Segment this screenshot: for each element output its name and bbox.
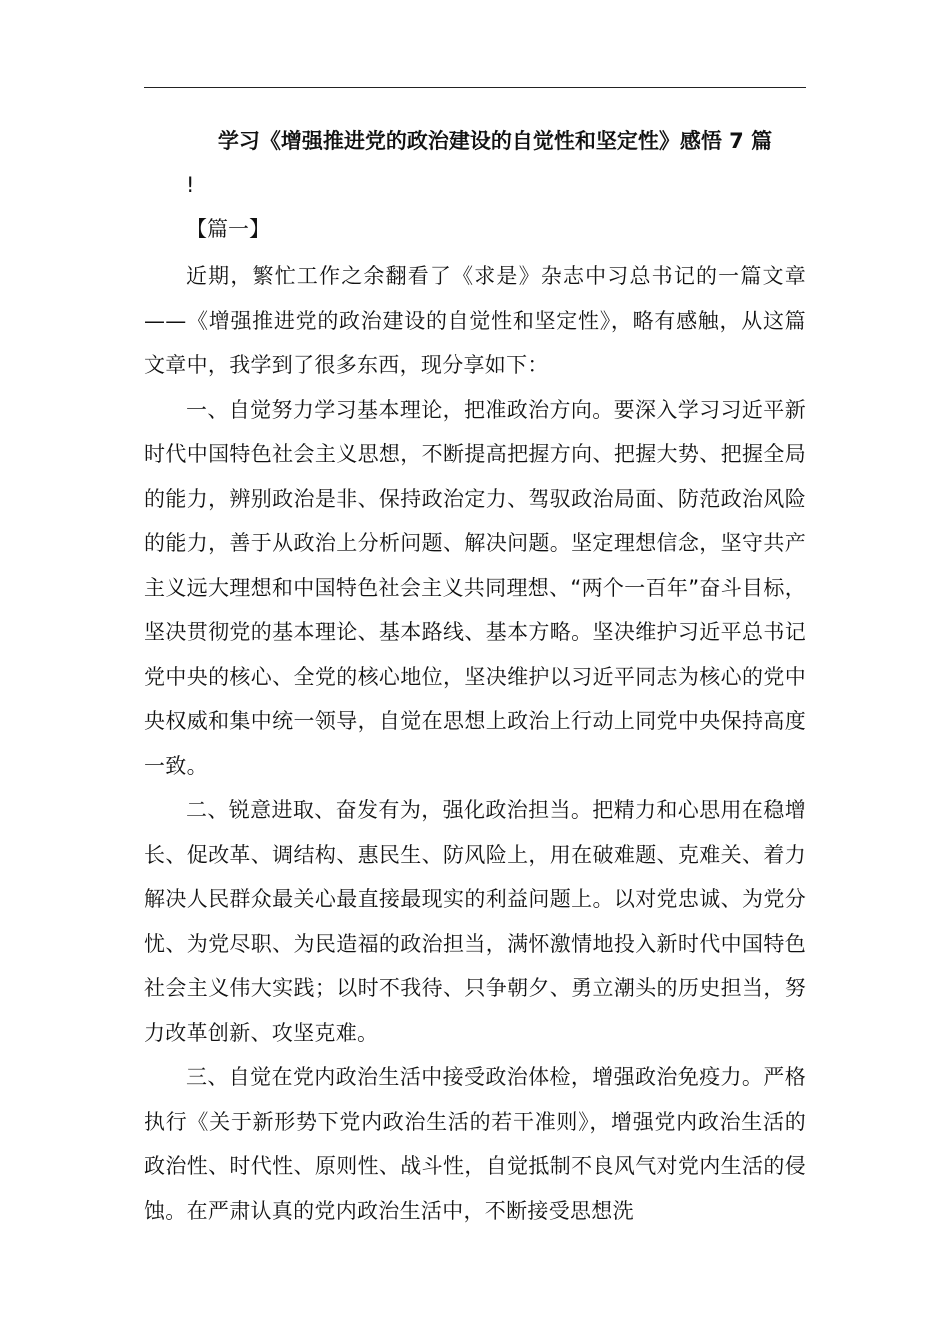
paragraph-point-one: 一、自觉努力学习基本理论，把准政治方向。要深入学习习近平新时代中国特色社会主义思想，不断提高把握方向、把握大势、把握全局的能力，辨别政治是非、保持政治定力、驾驭政治局面、防范政治风险的能力，善于从政治上分析问题、解决问题。坚定理想信念，坚守共产主义远大理想和中国特色社会主义共同理想、“两个一百年”奋斗目标，坚决贯彻党的基本理论、基本路线、基本方略。坚决维护习近平总书记党中央的核心、全党的核心地位，坚决维护以习近平同志为核心的党中央权威和集中统一领导，自觉在思想上政治上行动上同党中央保持高度一致。 [144, 397, 806, 778]
section-label: 【篇一】 [186, 217, 270, 241]
paragraph-point-three: 三、自觉在党内政治生活中接受政治体检，增强政治免疫力。严格执行《关于新形势下党内政治生活的若干准则》，增强党内政治生活的政治性、时代性、原则性、战斗性，自觉抵制不良风气对党内生活的侵蚀。在严肃认真的党内政治生活中，不断接受思想洗 [144, 1065, 806, 1223]
paragraph-point-two: 二、锐意进取、奋发有为，强化政治担当。把精力和心思用在稳增长、促改革、调结构、惠民生、防风险上，用在破难题、克难关、着力解决人民群众最关心最直接最现实的利益问题上。以对党忠诚、为党分忧、为党尽职、为民造福的政治担当，满怀激情地投入新时代中国特色社会主义伟大实践；以时不我待、只争朝夕、勇立潮头的历史担当，努力改革创新、攻坚克难。 [144, 798, 806, 1045]
paragraph-intro: 近期，繁忙工作之余翻看了《求是》杂志中习总书记的一篇文章——《增强推进党的政治建设的自觉性和坚定性》，略有感触，从这篇文章中，我学到了很多东西，现分享如下： [144, 264, 806, 377]
document-body [144, 254, 806, 1233]
stray-mark: ! [186, 173, 195, 197]
document-title: 学习《增强推进党的政治建设的自觉性和坚定性》感悟 7 篇 [217, 129, 773, 153]
header-rule [144, 87, 806, 88]
